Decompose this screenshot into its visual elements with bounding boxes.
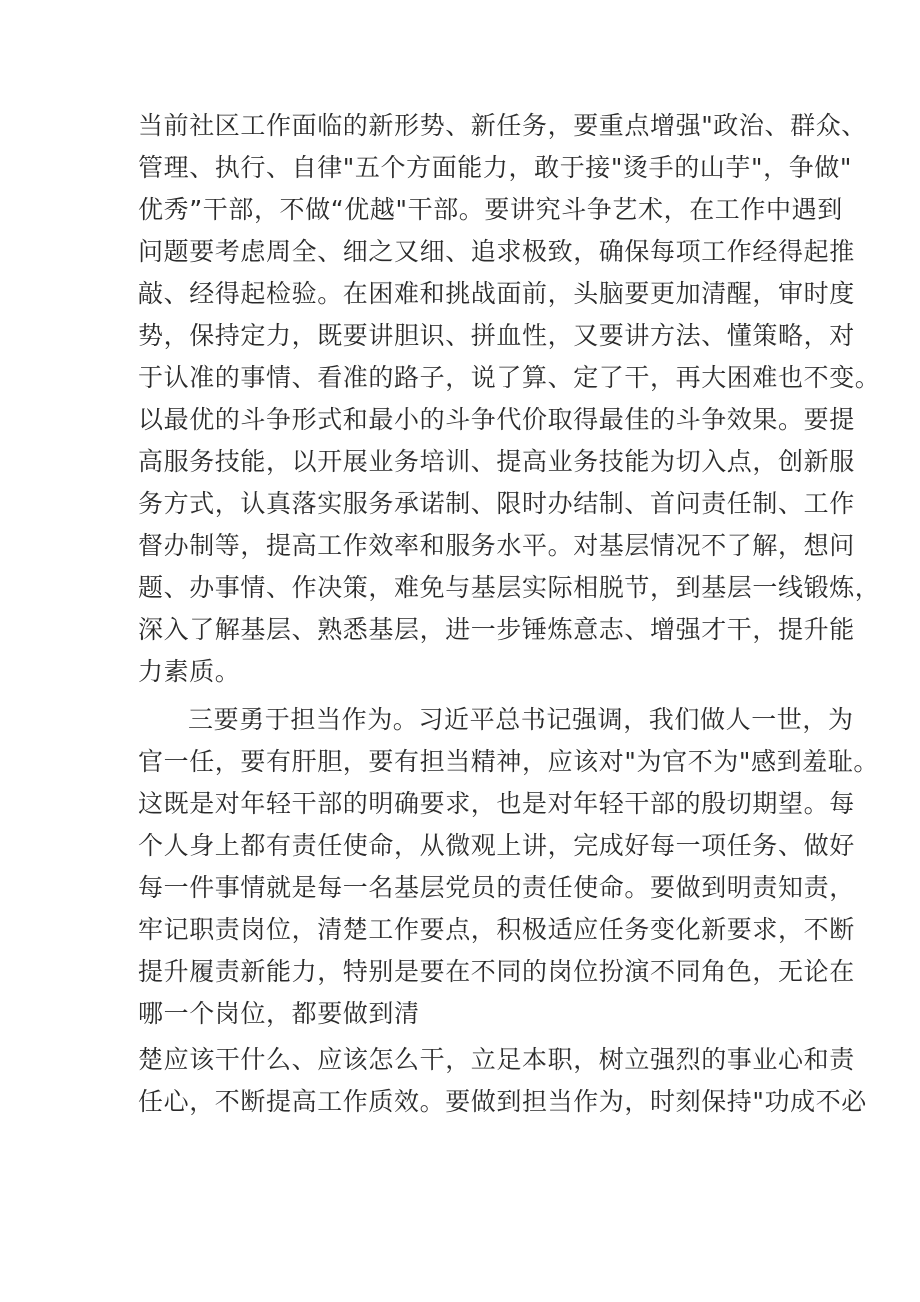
text-line: 问题要考虑周全、细之又细、追求极致，确保每项工作经得起推 xyxy=(138,237,855,266)
text-line: 力素质。 xyxy=(138,657,241,686)
text-line: 督办制等，提高工作效率和服务水平。对基层情况不了解，想问 xyxy=(138,531,855,560)
text-line: 哪一个岗位，都要做到清 xyxy=(138,999,420,1028)
text-line: 楚应该干什么、应该怎么干，立足本职，树立强烈的事业心和责 xyxy=(138,1045,855,1074)
text-line: 深入了解基层、熟悉基层，进一步锤炼意志、增强才干，提升能 xyxy=(138,615,855,644)
text-line: 这既是对年轻干部的明确要求，也是对年轻干部的殷切期望。每 xyxy=(138,789,855,818)
text-line: 管理、执行、自律"五个方面能力，敢于接"烫手的山芋"，争做" xyxy=(138,153,852,182)
text-line: 官一任，要有肝胆，要有担当精神，应该对"为官不为"感到羞耻。 xyxy=(138,747,880,776)
text-line: 于认准的事情、看准的路子，说了算、定了干，再大困难也不变。 xyxy=(138,363,881,392)
text-line: 个人身上都有责任使命，从微观上讲，完成好每一项任务、做好 xyxy=(138,831,855,860)
paragraph-start-line: 三要勇于担当作为。习近平总书记强调，我们做人一世，为 xyxy=(188,705,854,734)
text-line: 任心，不断提高工作质效。要做到担当作为，时刻保持"功成不必 xyxy=(138,1087,867,1116)
text-line: 敲、经得起检验。在困难和挑战面前，头脑要更加清醒，审时度 xyxy=(138,279,855,308)
text-line: 优秀”干部，不做“优越"干部。要讲究斗争艺术，在工作中遇到 xyxy=(138,195,843,224)
text-line: 务方式，认真落实服务承诺制、限时办结制、首问责任制、工作 xyxy=(138,489,855,518)
text-line: 以最优的斗争形式和最小的斗争代价取得最佳的斗争效果。要提 xyxy=(138,405,855,434)
text-line: 高服务技能，以开展业务培训、提高业务技能为切入点，创新服 xyxy=(138,447,855,476)
text-line: 势，保持定力，既要讲胆识、拼血性，又要讲方法、懂策略，对 xyxy=(138,321,855,350)
text-line: 每一件事情就是每一名基层党员的责任使命。要做到明责知责， xyxy=(138,873,855,902)
text-line: 提升履责新能力，特别是要在不同的岗位扮演不同角色，无论在 xyxy=(138,957,855,986)
text-line: 牢记职责岗位，清楚工作要点，积极适应任务变化新要求，不断 xyxy=(138,915,855,944)
text-line: 当前社区工作面临的新形势、新任务，要重点增强"政治、群众、 xyxy=(138,111,867,140)
text-line: 题、办事情、作决策，难免与基层实际相脱节，到基层一线锻炼， xyxy=(138,573,881,602)
